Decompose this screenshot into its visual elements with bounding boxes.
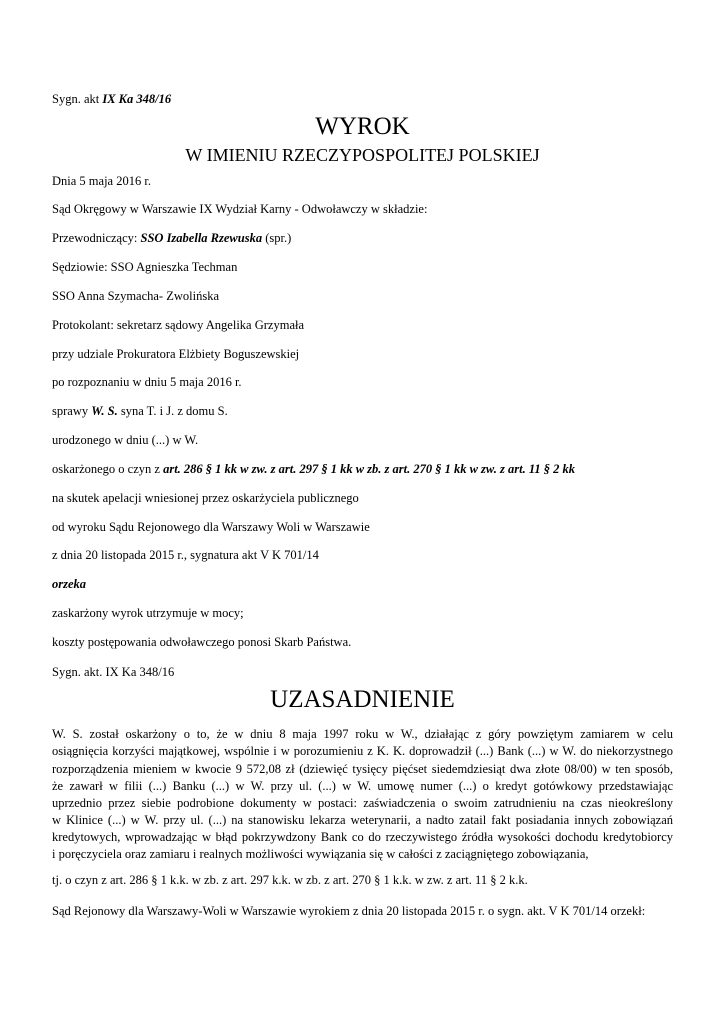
- hearing-date: po rozpoznaniu w dniu 5 maja 2016 r.: [52, 375, 242, 390]
- paragraph-line: kredytowych, wprowadzając w błąd pokrzywdzony Bank co do rzeczywistego źródła wysokości dochodu kredytobiorcy: [52, 829, 673, 844]
- charge-prefix: oskarżonego o czyn z: [52, 461, 160, 476]
- presiding-note: (spr.): [265, 231, 292, 246]
- case-signature-label: Sygn. akt: [52, 92, 100, 106]
- ruling-item-1: zaskarżony wyrok utrzymuje w mocy;: [52, 606, 244, 621]
- defendant-name: W. S.: [91, 404, 118, 419]
- paragraph-line: osiągnięcia korzyści majątkowej, wspólnie i w porozumieniu z K. K. doprowadził (...) Bank (...) w W. do niekorzystnego: [52, 744, 673, 759]
- charge-line: [52, 461, 673, 478]
- justification-paragraph: [52, 726, 673, 863]
- court-clerk: Protokolant: sekretarz sądowy Angelika Grzymała: [52, 317, 305, 332]
- paragraph-line: rozporządzenia mieniem w kwocie 9 572,08 zł (dziewięć tysięcy pięćset siedemdziesiąt dwa złote 08/00) w ten sposób,: [52, 761, 673, 776]
- case-signature-number: IX Ka 348/16: [102, 92, 172, 106]
- case-defendant: [52, 403, 673, 420]
- lower-court-date: z dnia 20 listopada 2015 r., sygnatura akt V K 701/14: [52, 548, 319, 563]
- appeal-line: na skutek apelacji wniesionej przez oskarżyciela publicznego: [52, 490, 359, 505]
- presiding-label: Przewodniczący:: [52, 231, 138, 246]
- prosecutor: przy udziale Prokuratora Elżbiety Boguszewskiej: [52, 346, 300, 361]
- document-body: [52, 0, 673, 920]
- defendant-birth: urodzonego w dniu (...) w W.: [52, 433, 199, 448]
- paragraph-line: i poręczyciela oraz zamiaru i realnych możliwości wywiązania się w całości z zaciągniętego zobowiązania,: [52, 846, 589, 861]
- court-composition: Sąd Okręgowy w Warszawie IX Wydział Karny - Odwoławczy w składzie:: [52, 202, 428, 217]
- case-prefix: sprawy: [52, 404, 89, 419]
- paragraph-line: uprzednio przez siebie podrobione dokumenty w postaci: zaświadczenia o swoim zatrudnieniu na czas nieokreślony: [52, 795, 673, 810]
- charge-summary: tj. o czyn z art. 286 § 1 k.k. w zb. z art. 297 k.k. w zb. z art. 270 § 1 k.k. w zw. z art. 11 § 2 k.k.: [52, 873, 528, 888]
- justification-title: UZASADNIENIE: [270, 685, 455, 713]
- judgment-subtitle: W IMIENIU RZECZYPOSPOLITEJ POLSKIEJ: [185, 145, 540, 165]
- paragraph-line: że zawarł w filii (...) Banku (...) w W. przy ul. (...) w W. umowę numer (...) o kredyt gotówkowy przedstawiając: [52, 778, 673, 793]
- judges-line: Sędziowie: SSO Agnieszka Techman: [52, 260, 238, 275]
- paragraph-line: w Klinice (...) w W. przy ul. (...) na stanowisku lekarza weterynarii, a nadto zatail fakt posiadania innych zobowiązań: [52, 812, 673, 827]
- case-suffix: syna T. i J. z domu S.: [120, 404, 228, 419]
- judgment-date: Dnia 5 maja 2016 r.: [52, 173, 151, 188]
- ruling-item-2: koszty postępowania odwoławczego ponosi Skarb Państwa.: [52, 635, 352, 649]
- case-signature-justification: Sygn. akt. IX Ka 348/16: [52, 665, 175, 680]
- lower-court-ruling-intro: Sąd Rejonowy dla Warszawy-Woli w Warszawie wyrokiem z dnia 20 listopada 2015 r. o sygn. akt. V K 701/14 orzekł:: [52, 904, 646, 919]
- paragraph-line: W. S. został oskarżony o to, że w dniu 8 maja 1997 roku w W., działając z góry powziętym zamiarem w celu: [52, 727, 673, 742]
- presiding-judge: [52, 230, 673, 247]
- second-judge: SSO Anna Szymacha- Zwolińska: [52, 288, 219, 303]
- charge-articles: art. 286 § 1 kk w zw. z art. 297 § 1 kk w zb. z art. 270 § 1 kk w zw. z art. 11 § 2 kk: [163, 461, 576, 476]
- decides-heading: orzeka: [52, 577, 87, 592]
- presiding-name: SSO Izabella Rzewuska: [140, 231, 263, 246]
- judgment-title: WYROK: [315, 113, 410, 140]
- case-signature-top: [52, 91, 673, 108]
- lower-court-line: od wyroku Sądu Rejonowego dla Warszawy Woli w Warszawie: [52, 519, 370, 534]
